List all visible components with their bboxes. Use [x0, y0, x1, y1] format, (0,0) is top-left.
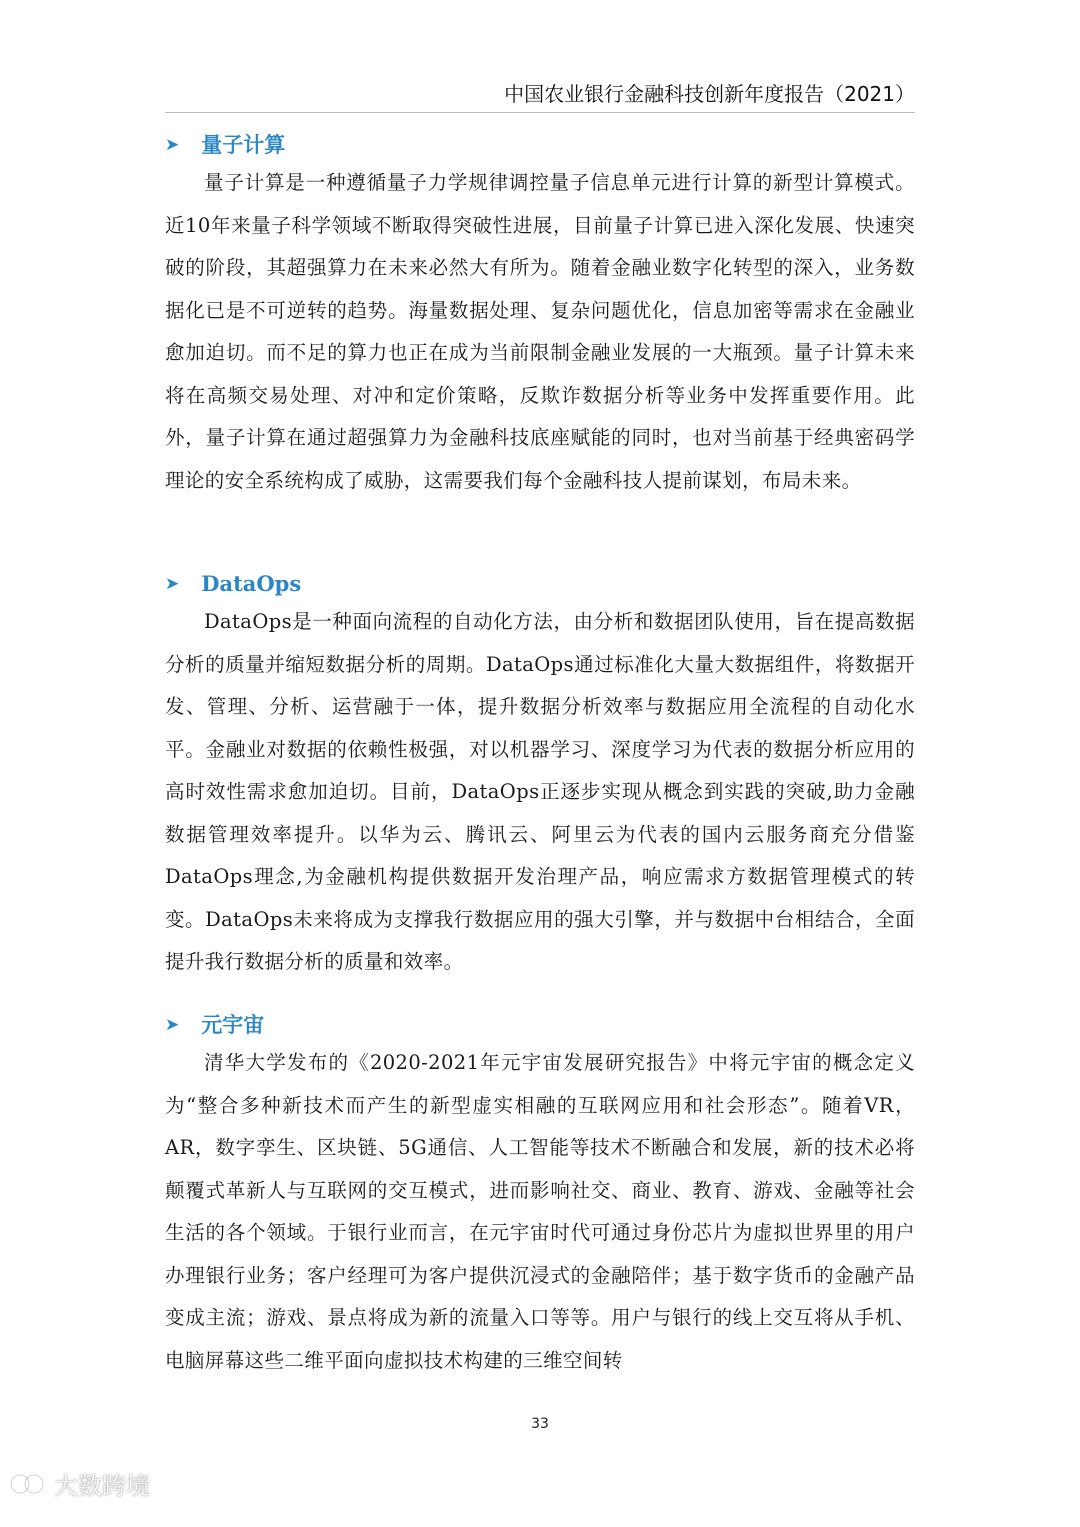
arrow-bullet-icon: ➤ [165, 1015, 180, 1035]
arrow-bullet-icon: ➤ [165, 574, 180, 594]
section-heading-text: 元宇宙 [201, 1012, 265, 1037]
header-divider [165, 112, 915, 113]
section-heading-text: 量子计算 [201, 132, 286, 157]
section-heading-text: DataOps [201, 571, 302, 596]
section-heading [165, 1008, 915, 1042]
watermark [8, 1466, 150, 1501]
arrow-bullet-icon: ➤ [165, 135, 180, 155]
section-body: DataOps是一种面向流程的自动化方法，由分析和数据团队使用，旨在提高数据分析的质量并缩短数据分析的周期。DataOps通过标准化大量大数据组件，将数据开发、管理、分析、运营融于一体，提升数据分析效率与数据应用全流程的自动化水平。金融业对数据的依赖性极强，对以机器学习、深度学习为代表的数据分析应用的高时效性需求愈加迫切。目前，DataOps正逐步实现从概念到实践的突破,助力金融数据管理效率提升。以华为云、腾讯云、阿里云为代表的国内云服务商充分借鉴DataOps理念,为金融机构提供数据开发治理产品，响应需求方数据管理模式的转变。DataOps未来将成为支撑我行数据应用的强大引擎，并与数据中台相结合，全面提升我行数据分析的质量和效率。 [165, 610, 915, 973]
section-heading [165, 567, 915, 601]
section-body: 量子计算是一种遵循量子力学规律调控量子信息单元进行计算的新型计算模式。近10年来量子科学领域不断取得突破性进展，目前量子计算已进入深化发展、快速突破的阶段，其超强算力在未来必然大有所为。随着金融业数字化转型的深入，业务数据化已是不可逆转的趋势。海量数据处理、复杂问题优化，信息加密等需求在金融业愈加迫切。而不足的算力也正在成为当前限制金融业发展的一大瓶颈。量子计算未来将在高频交易处理、对冲和定价策略，反欺诈数据分析等业务中发挥重要作用。此外，量子计算在通过超强算力为金融科技底座赋能的同时，也对当前基于经典密码学理论的安全系统构成了威胁，这需要我们每个金融科技人提前谋划，布局未来。 [165, 171, 915, 492]
running-header: 中国农业银行金融科技创新年度报告（2021） [504, 82, 915, 106]
section-metaverse [165, 1008, 915, 1382]
section-heading [165, 128, 915, 162]
page-number: 33 [531, 1416, 549, 1432]
logo-icon [8, 1469, 48, 1499]
watermark-text: 大数跨境 [54, 1472, 150, 1500]
section-quantum-computing [165, 128, 915, 502]
section-dataops [165, 567, 915, 984]
section-body: 清华大学发布的《2020-2021年元宇宙发展研究报告》中将元宇宙的概念定义为“整合多种新技术而产生的新型虚实相融的互联网应用和社会形态”。随着VR，AR，数字孪生、区块链、5G通信、人工智能等技术不断融合和发展，新的技术必将颠覆式革新人与互联网的交互模式，进而影响社交、商业、教育、游戏、金融等社会生活的各个领域。于银行业而言，在元宇宙时代可通过身份芯片为虚拟世界里的用户办理银行业务；客户经理可为客户提供沉浸式的金融陪伴；基于数字货币的金融产品变成主流；游戏、景点将成为新的流量入口等等。用户与银行的线上交互将从手机、电脑屏幕这些二维平面向虚拟技术构建的三维空间转 [165, 1051, 915, 1372]
